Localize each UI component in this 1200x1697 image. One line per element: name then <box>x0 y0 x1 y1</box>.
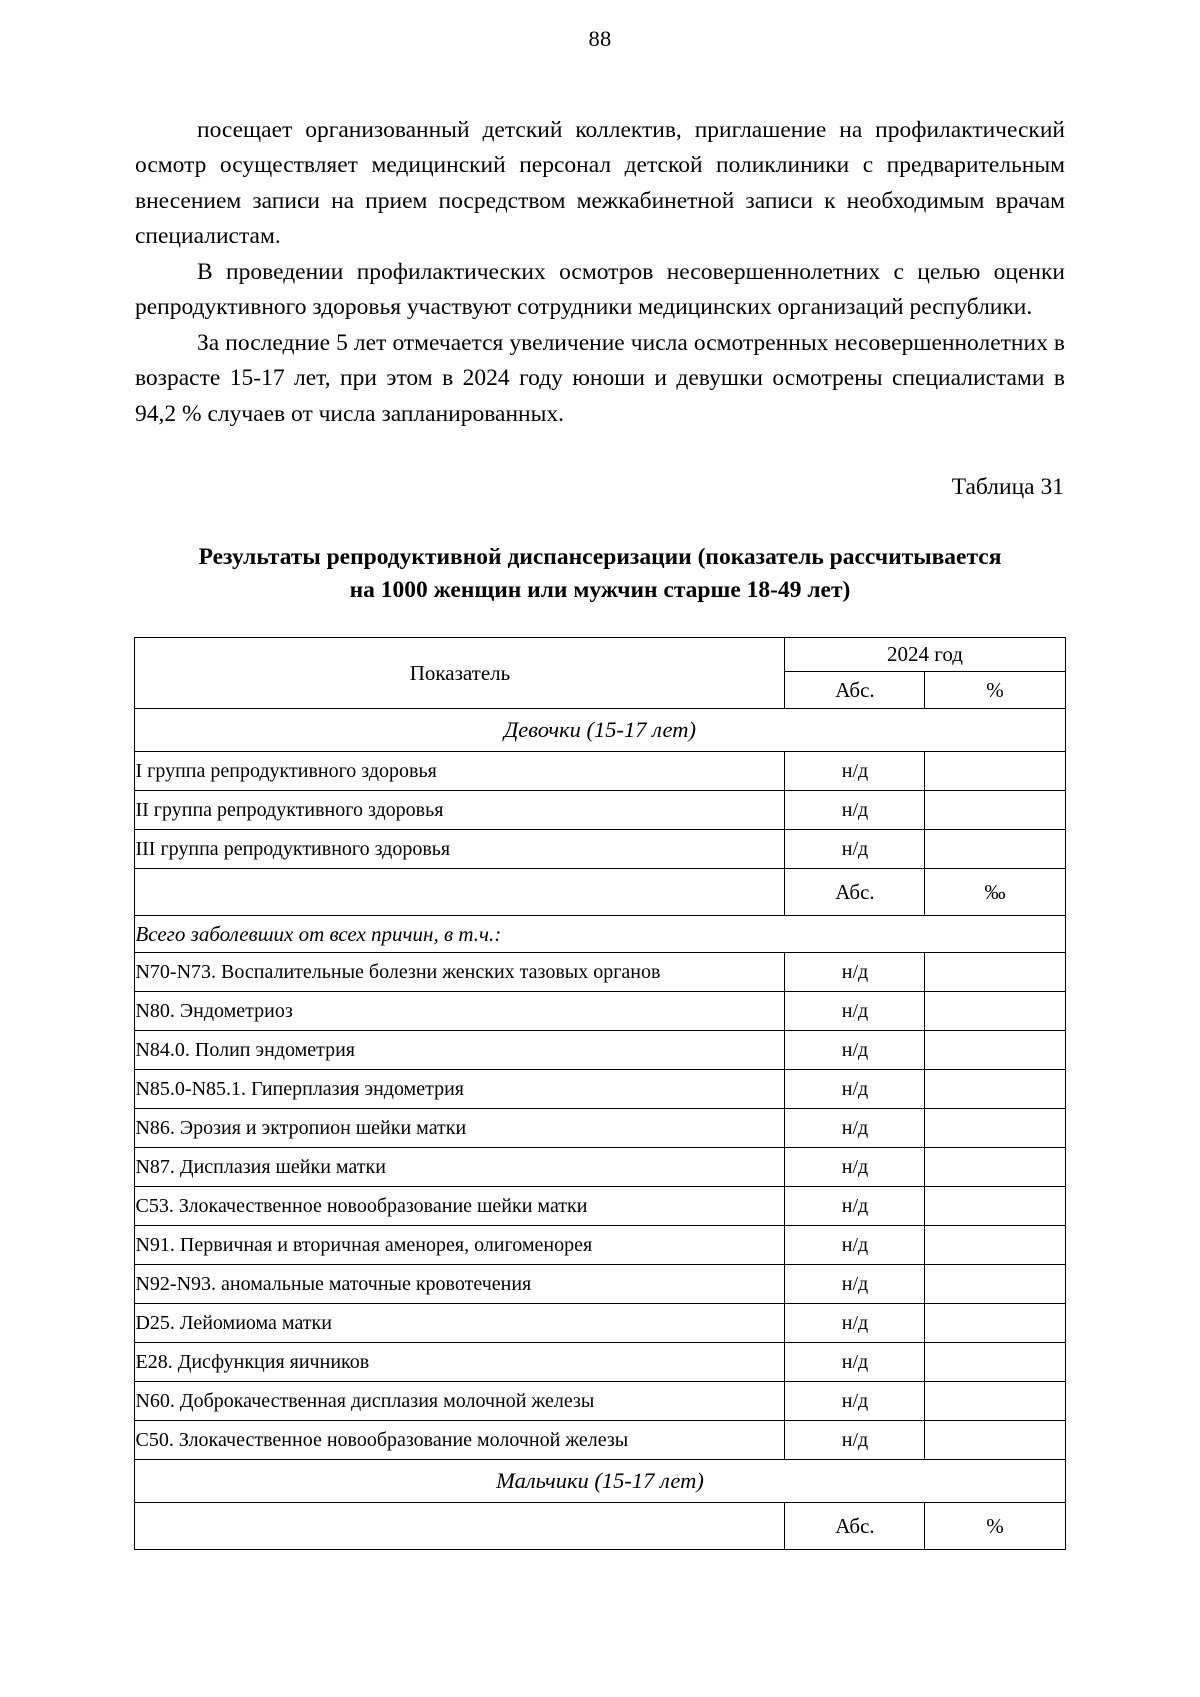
row-pct-value <box>925 992 1065 1031</box>
table-label: Таблица 31 <box>951 474 1064 500</box>
table-row <box>135 1304 1065 1343</box>
row-abs-value: н/д <box>785 1148 925 1187</box>
section-label: Мальчики (15-17 лет) <box>135 1460 1065 1503</box>
row-indicator: N84.0. Полип эндометрия <box>135 1031 785 1070</box>
table-units-row <box>135 869 1065 916</box>
table-row <box>135 1187 1065 1226</box>
units-abs: Абс. <box>785 1503 925 1550</box>
units-pct: % <box>925 1503 1065 1550</box>
table-row <box>135 830 1065 869</box>
row-indicator: C53. Злокачественное новообразование шейки матки <box>135 1187 785 1226</box>
row-pct-value <box>925 1226 1065 1265</box>
table-row <box>135 1031 1065 1070</box>
row-pct-value <box>925 1343 1065 1382</box>
table-subsection-row <box>135 916 1065 953</box>
row-pct-value <box>925 1382 1065 1421</box>
table-row <box>135 992 1065 1031</box>
header-year: 2024 год <box>785 638 1065 672</box>
header-abs: Абс. <box>785 672 925 709</box>
section-label: Девочки (15-17 лет) <box>135 709 1065 752</box>
units-pct: ‰ <box>925 869 1065 916</box>
row-abs-value: н/д <box>785 953 925 992</box>
row-pct-value <box>925 1148 1065 1187</box>
row-indicator: N80. Эндометриоз <box>135 992 785 1031</box>
row-pct-value <box>925 1421 1065 1460</box>
row-indicator: E28. Дисфункция яичников <box>135 1343 785 1382</box>
paragraph-3: За последние 5 лет отмечается увеличение числа осмотренных несовершеннолетних в возрасте 15-17 лет, при этом в 2024 году юноши и девушки осмотрены специалистами в 94,2 % случаев от числа запланированных. <box>135 329 1065 427</box>
row-pct-value <box>925 1304 1065 1343</box>
row-pct-value <box>925 1070 1065 1109</box>
header-pct: % <box>925 672 1065 709</box>
row-abs-value: н/д <box>785 1265 925 1304</box>
subsection-label: Всего заболевших от всех причин, в т.ч.: <box>135 916 1065 953</box>
row-abs-value: н/д <box>785 1382 925 1421</box>
header-indicator: Показатель <box>135 638 785 709</box>
table-section-row <box>135 709 1065 752</box>
page-number: 88 <box>588 26 612 51</box>
row-abs-value: н/д <box>785 1109 925 1148</box>
row-indicator: N70-N73. Воспалительные болезни женских тазовых органов <box>135 953 785 992</box>
units-row-blank <box>135 869 785 916</box>
row-abs-value: н/д <box>785 1304 925 1343</box>
table-row <box>135 1148 1065 1187</box>
table-row <box>135 791 1065 830</box>
row-indicator: N91. Первичная и вторичная аменорея, олигоменорея <box>135 1226 785 1265</box>
table-title-line-1: Результаты репродуктивной диспансеризации (показатель рассчитывается <box>198 544 1002 570</box>
table-units-row <box>135 1503 1065 1550</box>
table-row <box>135 1343 1065 1382</box>
row-abs-value: н/д <box>785 992 925 1031</box>
table-row <box>135 752 1065 791</box>
row-pct-value <box>925 1031 1065 1070</box>
table-title-line-2: на 1000 женщин или мужчин старше 18-49 лет) <box>349 577 851 603</box>
row-indicator: N87. Дисплазия шейки матки <box>135 1148 785 1187</box>
row-abs-value: н/д <box>785 1343 925 1382</box>
row-indicator: N85.0-N85.1. Гиперплазия эндометрия <box>135 1070 785 1109</box>
row-indicator: C50. Злокачественное новообразование молочной железы <box>135 1421 785 1460</box>
table-body <box>135 709 1065 1550</box>
row-indicator: I группа репродуктивного здоровья <box>135 752 785 791</box>
row-abs-value: н/д <box>785 1031 925 1070</box>
row-pct-value <box>925 953 1065 992</box>
row-pct-value <box>925 752 1065 791</box>
units-row-blank <box>135 1503 785 1550</box>
row-indicator: N86. Эрозия и эктропион шейки матки <box>135 1109 785 1148</box>
row-indicator: III группа репродуктивного здоровья <box>135 830 785 869</box>
row-abs-value: н/д <box>785 791 925 830</box>
row-abs-value: н/д <box>785 1226 925 1265</box>
row-indicator: D25. Лейомиома матки <box>135 1304 785 1343</box>
table-row <box>135 1421 1065 1460</box>
row-pct-value <box>925 830 1065 869</box>
row-abs-value: н/д <box>785 830 925 869</box>
row-indicator: N60. Доброкачественная дисплазия молочной железы <box>135 1382 785 1421</box>
table-row <box>135 1109 1065 1148</box>
paragraph-2: В проведении профилактических осмотров несовершеннолетних с целью оценки репродуктивного здоровья участвуют сотрудники медицинских организаций республики. <box>135 258 1065 320</box>
table-header-row-1 <box>135 638 1065 672</box>
row-pct-value <box>925 1187 1065 1226</box>
table-row <box>135 1226 1065 1265</box>
row-pct-value <box>925 1109 1065 1148</box>
row-abs-value: н/д <box>785 752 925 791</box>
row-abs-value: н/д <box>785 1187 925 1226</box>
table-row <box>135 1070 1065 1109</box>
body-text-block <box>135 51 1065 433</box>
table-title <box>185 501 1015 637</box>
reproductive-screening-table <box>134 637 1065 1550</box>
row-abs-value: н/д <box>785 1421 925 1460</box>
table-row <box>135 953 1065 992</box>
paragraph-1: посещает организованный детский коллектив, приглашение на профилактический осмотр осуществляет медицинский персонал детской поликлиники с предварительным внесением записи на прием посредством межкабинетной записи к необходимым врачам специалистам. <box>135 116 1065 249</box>
table-section-row <box>135 1460 1065 1503</box>
row-abs-value: н/д <box>785 1070 925 1109</box>
table-row <box>135 1265 1065 1304</box>
row-indicator: N92-N93. аномальные маточные кровотечения <box>135 1265 785 1304</box>
table-head <box>135 638 1065 709</box>
table-row <box>135 1382 1065 1421</box>
units-abs: Абс. <box>785 869 925 916</box>
row-pct-value <box>925 1265 1065 1304</box>
row-indicator: II группа репродуктивного здоровья <box>135 791 785 830</box>
row-pct-value <box>925 791 1065 830</box>
